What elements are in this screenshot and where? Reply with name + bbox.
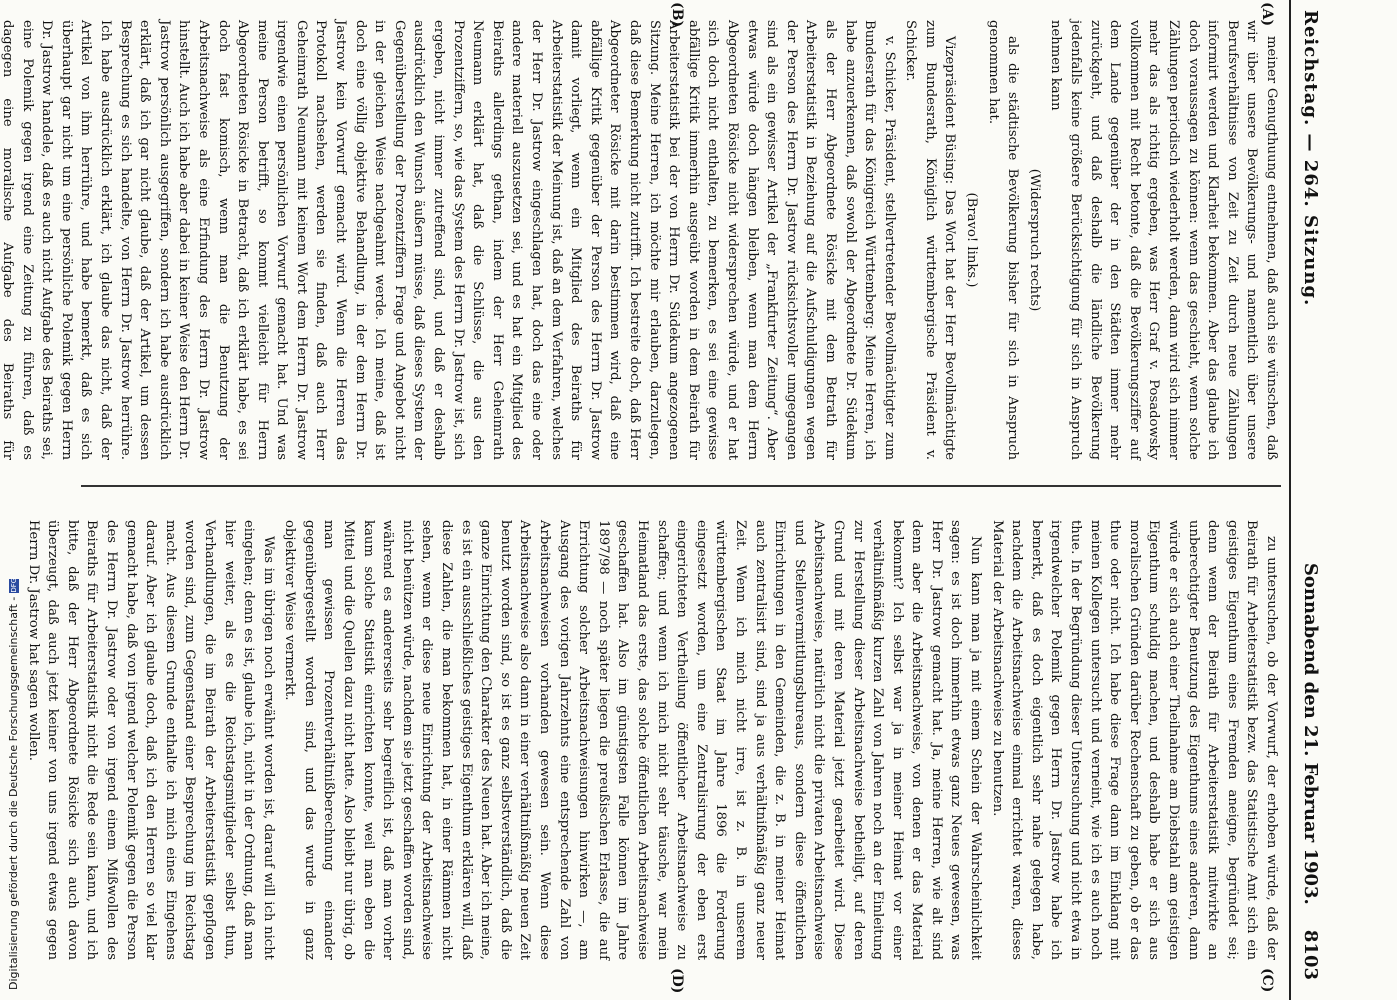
right-column [25,520,1281,960]
paragraph: Was im übrigen noch erwähnt worden ist, darauf will ich nicht eingehen; denn es ist, glaube ich, nicht in der Ordnung, daß man hier weiter, als es die Reichstagsmitglieder selbst thun, Verhandlungen, die im Beirath der Arbeiterstatistik gepflogen worden sind, zum Gegenstand einer Besprechung im Reichstag macht. Aus diesem Grunde enthalte ich mich eines Eingehens darauf. Aber ich glaube doch, daß ich den Herren so viel klar gemacht habe, daß von irgend welcher Polemik gegen die Person des Herrn Dr. Jastrow oder von irgend einem Mißwollen des Beiraths für Arbeiterstatistik nicht die Rede sein kann, und ich bitte, daß der Herr Abgeordnete Rösicke sich auch davon überzeugt, daß auch jetzt keiner von uns irgend etwas gegen Herrn Dr. Jastrow hat sagen wollen. [25,520,276,960]
column-divider [81,485,1281,487]
credit-text: Digitalisierung gefördert durch die Deutsche Forschungsgemeinschaft - [7,596,20,990]
paragraph: als die städtische Bevölkerung bisher für sich in Anspruch genommen hat. [985,20,1021,460]
margin-marker-d: (D) [669,968,685,994]
interjection: (Widerspruch rechts) [1026,168,1042,312]
header-date: Sonnabend den 21. Februar 1903. [1300,562,1321,905]
margin-marker-a: (A) [1259,2,1275,27]
header-right [1300,563,1321,980]
paragraph: v. Schicker, Präsident, stellvertretender Bevollmächtigter zum Bundesrath für das Königreich Württemberg: Meine Herren, ich habe anzuerkennen, daß sowohl der Abgeordnete Dr. Südekum als der Herr Abgeordnete Rösicke mit dem Betrath für Arbeiterstatistik in Beziehung auf die Aufschuldigungen wegen der Person des Herrn Dr. Jastrow rücksichtsvoller umgegangen sind als ein gewisser Artikel der „Frankfurter Zeitung“. Aber etwas würde doch hängen bleiben, wenn man dem Herrn Abgeordneten Rösicke nicht widersprechen würde, und er hat sich doch nicht enthalten, zu bemerken, es sei eine gewisse abfällige Kritik immerhin ausgeübt worden in dem Beirath für Arbeiterstatistik bei der von Herrn Dr. Südekum angezogenen Sitzung. Meine Herren, ich möchte mir erlauben, darzulegen, daß diese Bemerkung nicht zutrifft. Ich bestreite doch, daß Herr Abgeordneter Rösicke mit darin bestimmen wird, daß eine abfällige Kritik gegenüber der Person des Herrn Dr. Jastrow damit vorliegt, wenn ein Mitglied des Beiraths für Arbeiterstatistik der Meinung ist, daß an dem Verfahren, welches der Herr Dr. Jastrow eingeschlagen hat, doch das eine oder andere materiell auszusetzen sei, und es hat ein Mitglied des Beiraths allerdings gethan, indem der Herr Geheimrath Neumann erklärt hat, daß die Schlüsse, die aus den Prozentziffern, so, wie das System des Herrn Dr. Jastrow ist, sich ergeben, nicht immer zutreffend sind, und daß er deshalb ausdrücklich den Wunsch äußern müsse, daß dieses System der Gegenüberstellung der Prozentziffern Frage und Angebot nicht in der gleichen Weise nachgeahmt werde. Ich meine, daß ist doch eine völlig objektive Behandlung, in der dem Herrn Dr. Jastrow kein Vorwurf gemacht wird. Wenn die Herren das Protokoll nachsehen, werden sie finden, daß auch Herr Geheimrath Neumann mit keinem Wort dem Herrn Dr. Jastrow irgendwie einen persönlichen Vorwurf gemacht hat. Und was meine Person betrifft, so kommt vielleicht für Herrn Abgeordneten Rösicke in Betracht, daß ich erklärt habe, es sei doch fast komisch, wenn man die Benutzung der Arbeitsnachweise als eine Erfindung des Herrn Dr. Jastrow hinstellt. Auch ich habe aber dabei in keiner Weise den Herrn Dr. Jastrow persönlich ausgegriffen, sondern ich habe ausdrücklich erklärt, daß ich gar nicht glaube, daß der Artikel, um dessen Besprechung es sich handelte, von Herrn Dr. Jastrow herrühre. Ich habe ausdrücklich erklärt, ich glaube das nicht, daß der Artikel von ihm herrühre, und habe bemerkt, daß es sich überhaupt gar nicht um eine persönliche Polemik gegen Herrn Dr. Jastrow handele, daß es auch nicht Aufgabe des Beiraths sei, eine Polemik gegen irgend eine Zeitung zu führen, daß es dagegen eine moralische Aufgabe des Beiraths für [0,20,897,460]
paragraph: meiner Genugthuung entnehmen, daß auch sie wünschen, daß wir über unsere Bevölkerungs- und namentlich über unsere Berufsverhältnisse von Zeit zu Zeit durch neue Zählungen informirt werden und Klarheit bekommen. Aber das glaube ich doch voraussagen zu können: wenn das geschieht, wenn solche Zählungen periodisch wiederholt werden, dann wird sich nimmer mehr das als richtig ergeben, was Herr Graf v. Posadowsky vollkommen mit Recht betonte, daß die Bevölkerungsziffer auf dem Lande gegenüber der in den Städten immer mehr zurückgeht, und daß deshalb die ländliche Bevölkerung jedenfalls keine größere Berücksichtigung für sich in Anspruch nehmen kann [1048,20,1279,460]
running-header [1289,0,1325,1000]
interjection: (Bravo! links.) [964,192,980,288]
margin-marker-b: (B) [669,2,685,28]
dfg-logo-icon: DFG [10,577,18,593]
margin-marker-c: (C) [1259,968,1275,993]
page-number: 8103 [1300,929,1321,980]
paragraph: zu untersuchen, ob der Vorwurf, der erhoben würde, daß der Beirath für Arbeiterstatistik bezw. das Statistische Amt sich ein geistiges Eigenthum eines Fremden aneigne, begründet sei; denn wenn der Beirath für Arbeiterstatistik mitwirkte an unberechtigter Benutzung des Eigenthums eines anderen, dann würde er sich auch einer Theilnahme am Diebstahl am geistigen Eigenthum schuldig machen, und deshalb habe er sich aus moralischen Gründen darüber Rechenschaft zu geben, ob er das thue oder nicht. Ich habe diese Frage dann im Einklang mit meinen Kollegen untersucht und verneint, wie ich es auch noch thue. In der Begründung dieser Untersuchung und nicht etwa in irgendwelcher Polemik gegen Herrn Dr. Jastrow habe ich bemerkt, daß es doch eigentlich sehr nahe gelegen habe, nachdem die Arbeitsnachweise einmal errichtet waren, dieses Material der Arbeitsnachweise zu benutzen. [989,520,1279,960]
header-left: Reichstag. — 264. Sitzung. [1300,10,1321,307]
left-column [0,20,1281,460]
paragraph: Vizepräsident Büsing: Das Wort hat der Herr Bevollmächtigte zum Bundesrath, Königlich württembergische Präsident v. Schicker. [903,20,958,460]
paragraph: Nun kann man ja mit einem Schein der Wahrscheinlichkeit sagen: es ist doch immerhin etwas ganz Neues gewesen, was Herr Dr. Jastrow gemacht hat. Ja, meine Herren, wie alt sind denn aber die Arbeitsnachweise, von denen er das Material bekommt? Ich selbst war ja in meiner Heimat vor einer verhältnißmäßig kurzen Zahl von Jahren noch an der Einleitung zur Herstellung dieser Arbeitsnachweise betheiligt, auf deren Grund und mit deren Material jetzt gearbeitet wird. Diese Arbeitsnachweise, natürlich nicht die privaten Arbeitsnachweise und Stellenvermittlungsbureaus, sondern diese öffentlichen Einrichtungen in den Gemeinden, die z. B. in meiner Heimat auch zentralisirt sind, sind ja aus verhältnißmäßig ganz neuer Zeit. Wenn ich mich nicht irre, ist z. B. in unserem württembergischen Staat im Jahre 1896 die Forderung eingesetzt worden, um eine Zentralisirung der eben erst eingerichteten Vertheilung öffentlicher Arbeitsnachweise zu schaffen; und wenn ich mich nicht sehr täusche, war mein Heimatland das erste, das solche öffentlichen Arbeitsnachweise geschaffen hat. Also im günstigsten Falle können im Jahre 1897/98 — noch später liegen die preußischen Erlasse, die auf Errichtung solcher Arbeitsnachweisungen hinwirken —, am Ausgang des vorigen Jahrzehnts eine entsprechende Zahl von Arbeitsnachweisen vorhanden gewesen sein. Wenn diese Arbeitsnachweise also dann in einer verhältnißmäßig neuen Zeit benutzt worden sind, so ist es ganz selbstverständlich, daß die ganze Einrichtung den Charakter des Neuen hat. Aber ich meine, es ist ein ausschließliches geistiges Eigenthum erklären will, daß diese Zahlen, die man bekommen hat, in einer Rämmen nicht sehen, wenn er diese neue Einrichtung der Arbeitsnachweise nicht benützen würde, nachdem sie jetzt geschaffen worden sind, während es andererseits sehr begreiflich ist, daß man vorher kaum solche Statistik einrichten konnte, weil man eben die Mittel und die Quellen dazu nicht hatte. Also bleibt nur übrig, ob man gewissen Prozentverhältnißberechnung einander gegenübergestellt worden sind, und das wurde in ganz objektiver Weise vermerkt. [282,520,984,960]
